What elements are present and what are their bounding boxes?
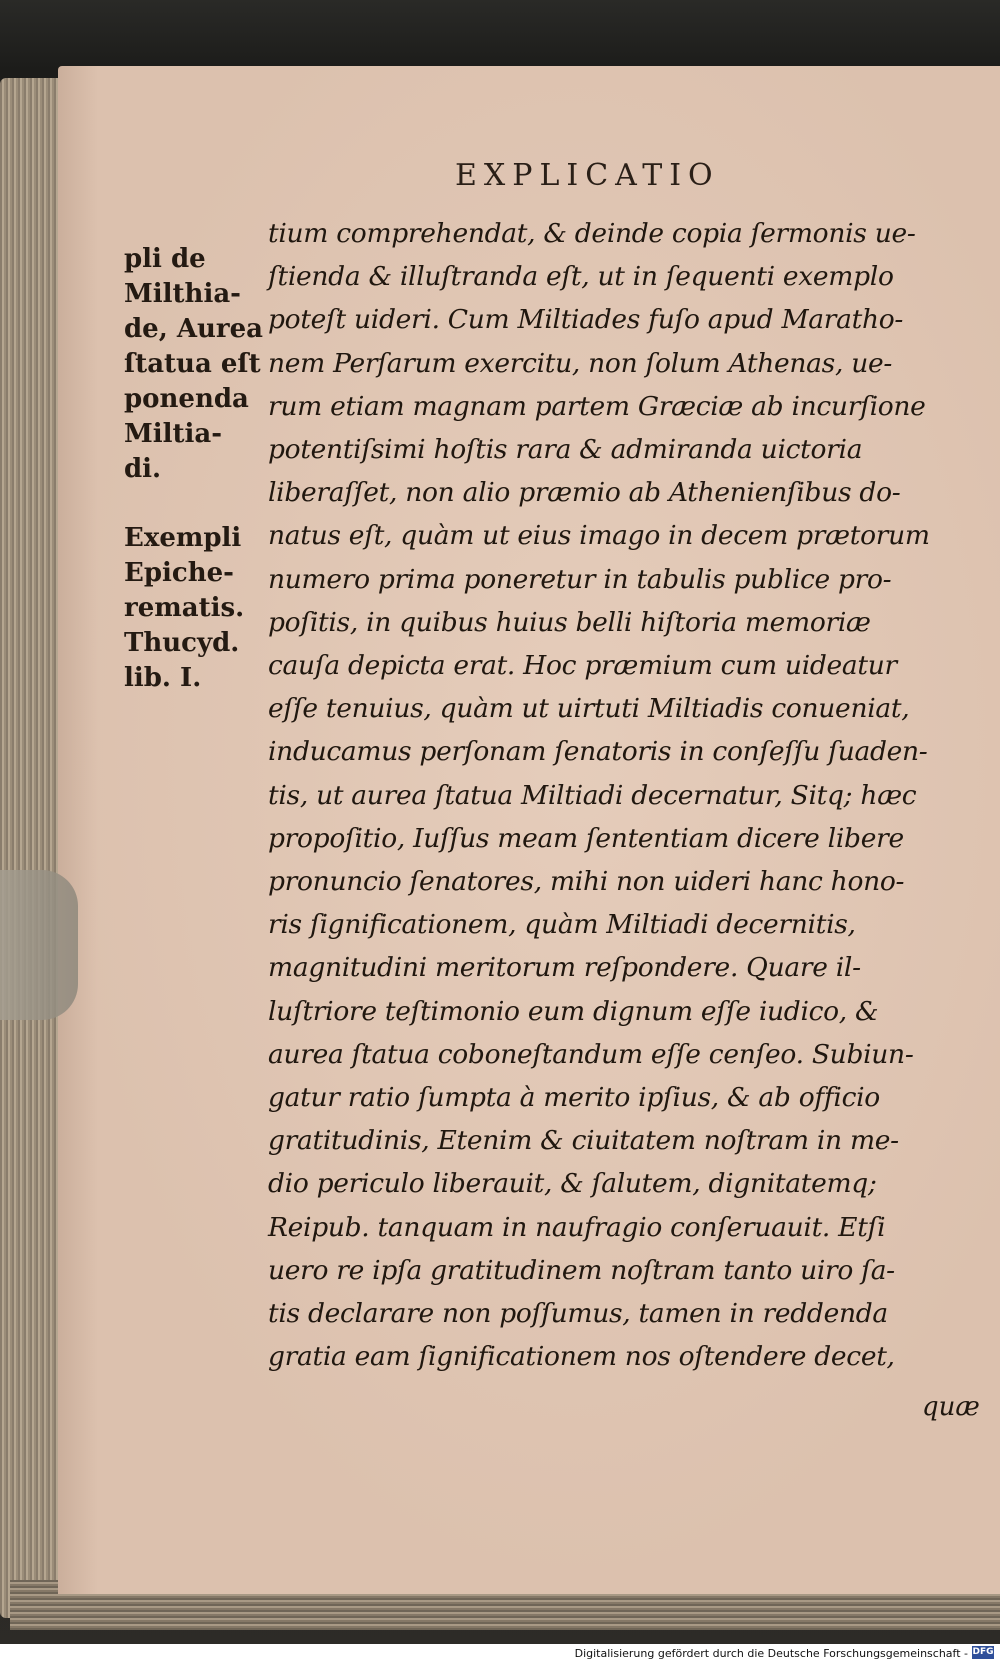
marginal-note-line: Epiche-: [124, 558, 234, 588]
text-line: tis declarare non poſſumus, tamen in reddenda: [268, 1298, 888, 1330]
catchword: quæ: [922, 1392, 980, 1422]
text-line: liberaſſet, non alio præmio ab Athenienſibus do-: [268, 477, 901, 509]
text-line: gratitudinis, Etenim & ciuitatem noſtram in me-: [268, 1125, 899, 1157]
marginal-note-line: Miltia-: [124, 419, 223, 449]
text-line: inducamus perſonam ſenatoris in conſeſſu ſuaden-: [268, 736, 928, 768]
text-line: Reipub. tanquam in naufragio conſeruauit. Etſi: [268, 1211, 886, 1243]
text-line: poſitis, in quibus huius belli hiſtoria memoriæ: [268, 606, 871, 638]
text-line: propoſitio, Iuſſus meam ſententiam dicere libere: [268, 822, 904, 854]
text-line: natus eſt, quàm ut eius imago in decem prætorum: [268, 520, 930, 552]
bookmark-ribbon: [0, 870, 78, 1020]
marginal-note-line: Thucyd.: [124, 628, 240, 658]
text-line: tium comprehendat, & deinde copia ſermonis ue-: [268, 218, 916, 249]
marginal-note-line: ponenda: [124, 384, 249, 414]
text-line: dio periculo liberauit, & ſalutem, dignitatemq;: [268, 1168, 877, 1200]
marginal-note: [124, 521, 264, 696]
text-line: ſtienda & illuſtranda eſt, ut in ſequenti exemplo: [268, 261, 894, 293]
marginal-note-line: Exempli: [124, 523, 242, 553]
text-line: cauſa depicta erat. Hoc præmium cum uideatur: [268, 650, 897, 682]
marginal-note-line: lib. I.: [124, 663, 202, 693]
text-line: rum etiam magnam partem Græciæ ab incurſione: [268, 390, 926, 422]
text-line: aurea ſtatua coboneſtandum eſſe cenſeo. Subiun-: [268, 1038, 914, 1070]
funding-credit: Digitalisierung gefördert durch die Deutsche Forschungsgemeinschaft -: [574, 1647, 968, 1660]
marginalia: [124, 242, 264, 730]
marginal-note-line: rematis.: [124, 593, 245, 623]
text-line: pronuncio ſenatores, mihi non uideri hanc hono-: [268, 866, 905, 898]
text-line: potentiſsimi hoſtis rara & admiranda uictoria: [268, 434, 863, 466]
text-line: gratia eam ſignificationem nos oſtendere decet,: [268, 1341, 895, 1373]
marginal-note-line: pli de: [124, 244, 206, 274]
running-header: EXPLICATIO: [455, 158, 720, 193]
text-line: numero prima poneretur in tabulis publice pro-: [268, 563, 892, 595]
dfg-logo-icon: DFG: [972, 1647, 994, 1657]
text-line: uero re ipſa gratitudinem noſtram tanto uiro ſa-: [268, 1254, 895, 1286]
text-line: magnitudini meritorum reſpondere. Quare il-: [268, 952, 861, 984]
body-text: [268, 212, 928, 1378]
text-line: ris ſignificationem, quàm Miltiadi decernitis,: [268, 909, 856, 941]
text-line: tis, ut aurea ſtatua Miltiadi decernatur, Sitq; hæc: [268, 779, 917, 811]
text-line: luſtriore teſtimonio eum dignum eſſe iudico, &: [268, 995, 879, 1027]
text-line: nem Perſarum exercitu, non ſolum Athenas, ue-: [268, 347, 893, 379]
book-fore-edge: [0, 78, 62, 1618]
text-line: poteſt uideri. Cum Miltiades fuſo apud Maratho-: [268, 304, 904, 336]
marginal-note: [124, 242, 264, 487]
marginal-note-line: Milthia-: [124, 279, 241, 309]
marginal-note-line: di.: [124, 454, 162, 484]
text-line: eſſe tenuius, quàm ut uirtuti Miltiadis conueniat,: [268, 693, 910, 725]
marginal-note-line: ſtatua eſt: [124, 349, 261, 379]
text-line: gatur ratio ſumpta à merito ipſius, & ab officio: [268, 1082, 880, 1114]
marginal-note-line: de, Aurea: [124, 314, 263, 344]
